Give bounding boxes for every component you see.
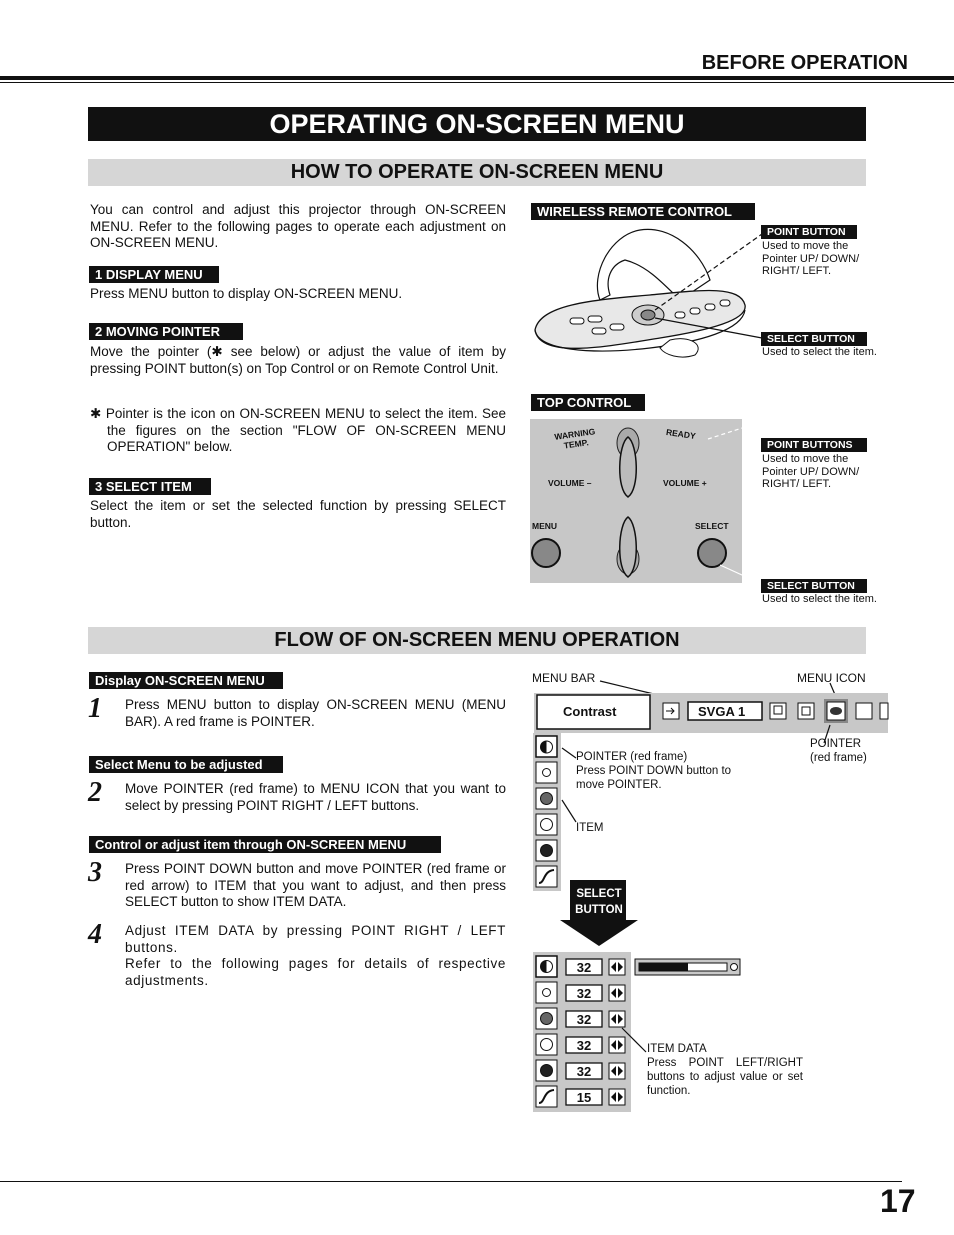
step2-text: Move POINTER (red frame) to MENU ICON that you want to select by pressing POINT RIGHT / LEFT buttons.: [125, 781, 506, 813]
section-header: BEFORE OPERATION: [701, 52, 908, 74]
menu-bar-source: SVGA 1: [698, 704, 746, 719]
footer-rule: [0, 1181, 902, 1182]
item-column: [533, 733, 563, 893]
menu-icon-label: MENU ICON: [797, 671, 866, 685]
select-button-label: SELECT BUTTON: [575, 888, 623, 916]
step1-number: 1: [88, 693, 102, 724]
top-control-tag: TOP CONTROL: [531, 394, 645, 411]
remote-point-button-tag: POINT BUTTON: [761, 225, 857, 239]
wireless-remote-tag: WIRELESS REMOTE CONTROL: [531, 203, 755, 220]
menu-bar-current-item: Contrast: [563, 704, 617, 719]
step4-text: Adjust ITEM DATA by pressing POINT RIGHT / LEFT buttons. Refer to the following pages for details of respective adjustments.: [125, 923, 506, 988]
item-value-4: 32: [576, 1038, 592, 1053]
select-item-text: Select the item or set the selected function by pressing SELECT button.: [90, 498, 506, 530]
how-to-heading: HOW TO OPERATE ON-SCREEN MENU: [88, 159, 866, 186]
header-rule-thin: [0, 82, 954, 83]
select-item-tag: 3 SELECT ITEM: [89, 478, 211, 495]
display-menu-tag: 1 DISPLAY MENU: [89, 266, 219, 283]
select-label: SELECT: [695, 521, 729, 531]
step3-tag: Control or adjust item through ON-SCREEN MENU: [89, 836, 441, 853]
remote-select-button-tag: SELECT BUTTON: [761, 332, 867, 346]
page-number: 17: [880, 1183, 916, 1219]
remote-point-button-text: Used to move the Pointer UP/ DOWN/ RIGHT/ LEFT.: [762, 240, 860, 277]
moving-pointer-tag: 2 MOVING POINTER: [89, 323, 243, 340]
page-title: OPERATING ON-SCREEN MENU: [88, 107, 866, 141]
intro-text: You can control and adjust this projector through ON-SCREEN MENU. Refer to the following pages to operate each adjustment on ON-SCREEN MENU.: [90, 202, 506, 250]
step4-number: 4: [88, 919, 102, 950]
remote-control-illustration: [530, 220, 770, 380]
menu-label: MENU: [532, 521, 558, 531]
volume-plus-label: VOLUME +: [663, 478, 707, 488]
step1-text: Press MENU button to display ON-SCREEN MENU (MENU BAR). A red frame is POINTER.: [125, 697, 506, 729]
header-rule-thick: [0, 76, 954, 80]
item-value-5: 32: [576, 1064, 592, 1079]
item-value-1: 32: [576, 960, 592, 975]
item-value-3: 32: [576, 1012, 592, 1027]
ready-label: READY: [665, 426, 697, 442]
top-point-buttons-text: Used to move the Pointer UP/ DOWN/ RIGHT/ LEFT.: [762, 453, 860, 490]
item-value-2: 32: [576, 986, 592, 1001]
step2-tag: Select Menu to be adjusted: [89, 756, 283, 773]
step3-number: 3: [88, 857, 102, 888]
item-data-leader: [620, 1026, 650, 1056]
item-label: ITEM: [576, 822, 604, 834]
warning-temp-label: WARNING TEMP.: [553, 426, 596, 451]
moving-pointer-text: Move the pointer (✱ see below) or adjust the value of item by pressing POINT button(s) on Top Control or on Remote Control Unit.: [90, 344, 506, 376]
item-value-6: 15: [576, 1090, 592, 1105]
volume-minus-label: VOLUME –: [548, 478, 592, 488]
step2-number: 2: [88, 777, 102, 808]
menu-bar-label: MENU BAR: [532, 671, 596, 685]
top-select-button-tag: SELECT BUTTON: [761, 579, 867, 593]
top-point-buttons-tag: POINT BUTTONS: [761, 438, 867, 452]
top-select-button-text: Used to select the item.: [762, 593, 877, 605]
item-data-slider: [634, 958, 742, 976]
pointer-note: POINTER (red frame) Press POINT DOWN button to move POINTER.: [576, 751, 732, 791]
display-menu-text: Press MENU button to display ON-SCREEN MENU.: [90, 286, 403, 301]
item-data-label: ITEM DATA Press POINT LEFT/RIGHT buttons to adjust value or set function.: [647, 1043, 803, 1097]
remote-select-button-text: Used to select the item.: [762, 346, 877, 358]
pointer-note: ✱ Pointer is the icon on ON-SCREEN MENU to select the item. See the figures on the section "FLOW OF ON-SCREEN MENU OPERATION" below.: [90, 406, 506, 454]
flow-heading: FLOW OF ON-SCREEN MENU OPERATION: [88, 627, 866, 654]
pointer-label: POINTER (red frame): [810, 738, 867, 764]
step3-text: Press POINT DOWN button and move POINTER (red frame or red arrow) to ITEM that you want to adjust, and then press SELECT button to show ITEM DATA.: [125, 861, 506, 909]
step1-tag: Display ON-SCREEN MENU: [89, 672, 283, 689]
